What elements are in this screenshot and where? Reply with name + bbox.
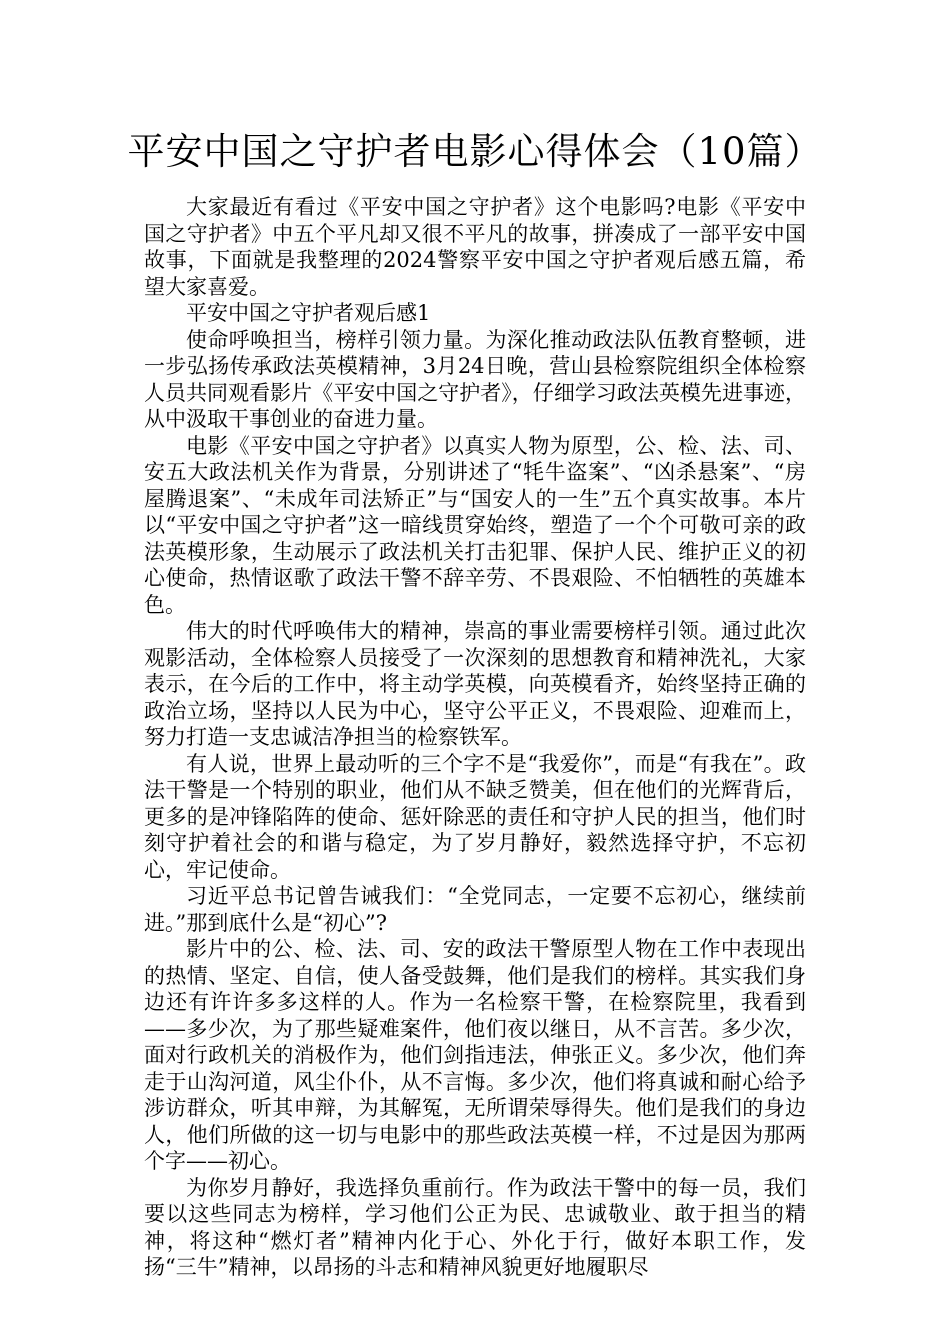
- body-paragraph: 影片中的公、检、法、司、安的政法干警原型人物在工作中表现出的热情、坚定、自信，使人备受鼓舞，他们是我们的榜样。其实我们身边还有许许多多这样的人。作为一名检察干警，在检察院里，我看到——多少次，为了那些疑难案件，他们夜以继日，从不言苦。多少次，面对行政机关的消极作为，他们剑指违法，伸张正义。多少次，他们奔走于山沟河道，风尘仆仆，从不言悔。多少次，他们将真诚和耐心给予涉访群众，听其申辩，为其解冤，无所谓荣辱得失。他们是我们的身边人，他们所做的这一切与电影中的那些政法英模一样，不过是因为那两个字——初心。: [144, 937, 806, 1173]
- document-title: 平安中国之守护者电影心得体会（10篇）: [127, 130, 823, 173]
- body-paragraph: 电影《平安中国之守护者》以真实人物为原型，公、检、法、司、安五大政法机关作为背景，分别讲述了“牦牛盗案”、“凶杀悬案”、“房屋腾退案”、“未成年司法矫正”与“国安人的一生”五个真实故事。本片以“平安中国之守护者”这一暗线贯穿始终，塑造了一个个可敬可亲的政法英模形象，生动展示了政法机关打击犯罪、保护人民、维护正义的初心使命，热情讴歌了政法干警不辞辛劳、不畏艰险、不怕牺牲的英雄本色。: [144, 433, 806, 617]
- body-paragraph: 有人说，世界上最动听的三个字不是“我爱你”，而是“有我在”。政法干警是一个特别的职业，他们从不缺乏赞美，但在他们的光辉背后，更多的是冲锋陷阵的使命、惩奸除恶的责任和守护人民的担当，他们时刻守护着社会的和谐与稳定，为了岁月静好，毅然选择守护，不忘初心，牢记使命。: [144, 751, 806, 882]
- intro-paragraph: 大家最近有看过《平安中国之守护者》这个电影吗?电影《平安中国之守护者》中五个平凡却又很不平凡的故事，拼凑成了一部平安中国故事，下面就是我整理的2024警察平安中国之守护者观后感五篇，希望大家喜爱。: [144, 195, 806, 299]
- document-body: [144, 194, 806, 1281]
- body-paragraph: 伟大的时代呼唤伟大的精神，崇高的事业需要榜样引领。通过此次观影活动，全体检察人员接受了一次深刻的思想教育和精神洗礼，大家表示，在今后的工作中，将主动学英模，向英模看齐，始终坚持正确的政治立场，坚持以人民为中心，坚守公平正义，不畏艰险、迎难而上，努力打造一支忠诚洁净担当的检察铁军。: [144, 619, 806, 749]
- body-paragraph: 为你岁月静好，我选择负重前行。作为政法干警中的每一员，我们要以这些同志为榜样，学习他们公正为民、忠诚敬业、敢于担当的精神，将这种“燃灯者”精神内化于心、外化于行，做好本职工作，发扬“三牛”精神，以昂扬的斗志和精神风貌更好地履职尽: [144, 1175, 806, 1279]
- body-paragraph: 习近平总书记曾告诫我们：“全党同志，一定要不忘初心，继续前进。”那到底什么是“初心”?: [144, 884, 806, 935]
- section-heading: 平安中国之守护者观后感1: [186, 301, 431, 325]
- body-paragraph: 使命呼唤担当，榜样引领力量。为深化推动政法队伍教育整顿，进一步弘扬传承政法英模精神，3月24日晚，营山县检察院组织全体检察人员共同观看影片《平安中国之守护者》，仔细学习政法英模先进事迹，从中汲取干事创业的奋进力量。: [144, 327, 806, 431]
